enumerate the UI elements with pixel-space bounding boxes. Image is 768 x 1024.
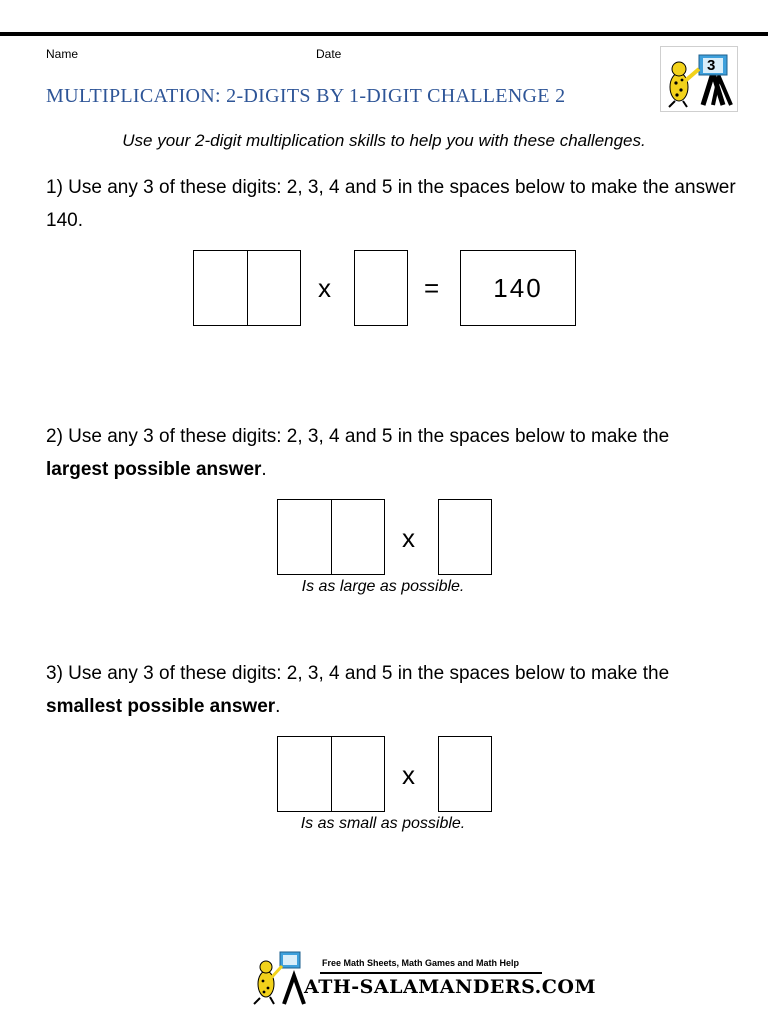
- question-2-emphasis: largest possible answer: [46, 459, 262, 480]
- page-title: MULTIPLICATION: 2-DIGITS BY 1-DIGIT CHALLENGE 2: [46, 85, 566, 107]
- digit-divider: [331, 500, 332, 574]
- q2-caption: Is as large as possible.: [301, 578, 465, 595]
- q1-answer-box: 140: [460, 250, 576, 326]
- digit-divider: [247, 251, 248, 325]
- question-3-lead: 3) Use any 3 of these digits: 2, 3, 4 and 5 in the spaces below to make the: [46, 663, 670, 684]
- digit-divider: [331, 737, 332, 811]
- site-logo: [660, 46, 738, 112]
- instructions: Use your 2-digit multiplication skills to help you with these challenges.: [122, 131, 646, 150]
- question-2-lead: 2) Use any 3 of these digits: 2, 3, 4 and 5 in the spaces below to make the: [46, 426, 670, 447]
- name-label: Name: [46, 47, 79, 61]
- q2-two-digit-box[interactable]: [277, 499, 385, 575]
- date-label: Date: [316, 47, 342, 61]
- question-2-text: [46, 420, 736, 486]
- q2-times-sign: x: [402, 523, 415, 553]
- question-1-text: 1) Use any 3 of these digits: 2, 3, 4 and 5 in the spaces below to make the answer 140.: [46, 177, 736, 231]
- footer-logo[interactable]: [250, 950, 310, 1006]
- q1-equals-sign: =: [424, 273, 440, 303]
- q1-two-digit-box[interactable]: [193, 250, 301, 326]
- q1-times-sign: x: [318, 273, 331, 303]
- q3-times-sign: x: [402, 760, 415, 790]
- question-2-end: .: [261, 459, 267, 480]
- q3-caption: Is as small as possible.: [300, 815, 466, 832]
- q3-one-digit-box[interactable]: [438, 736, 492, 812]
- q1-one-digit-box[interactable]: [354, 250, 408, 326]
- question-3-end: .: [275, 696, 281, 717]
- q3-two-digit-box[interactable]: [277, 736, 385, 812]
- footer-divider: [320, 972, 542, 974]
- salamander-easel-icon: [661, 47, 737, 111]
- question-3-emphasis: smallest possible answer: [46, 696, 276, 717]
- q2-one-digit-box[interactable]: [438, 499, 492, 575]
- question-3-text: [46, 657, 736, 723]
- salamander-easel-icon: [250, 950, 310, 1006]
- grade-badge: 3: [707, 57, 716, 74]
- footer-brand-link[interactable]: ATH-SALAMANDERS.COM: [304, 976, 596, 998]
- footer-tagline: Free Math Sheets, Math Games and Math Help: [322, 958, 520, 968]
- top-rule: [0, 32, 768, 36]
